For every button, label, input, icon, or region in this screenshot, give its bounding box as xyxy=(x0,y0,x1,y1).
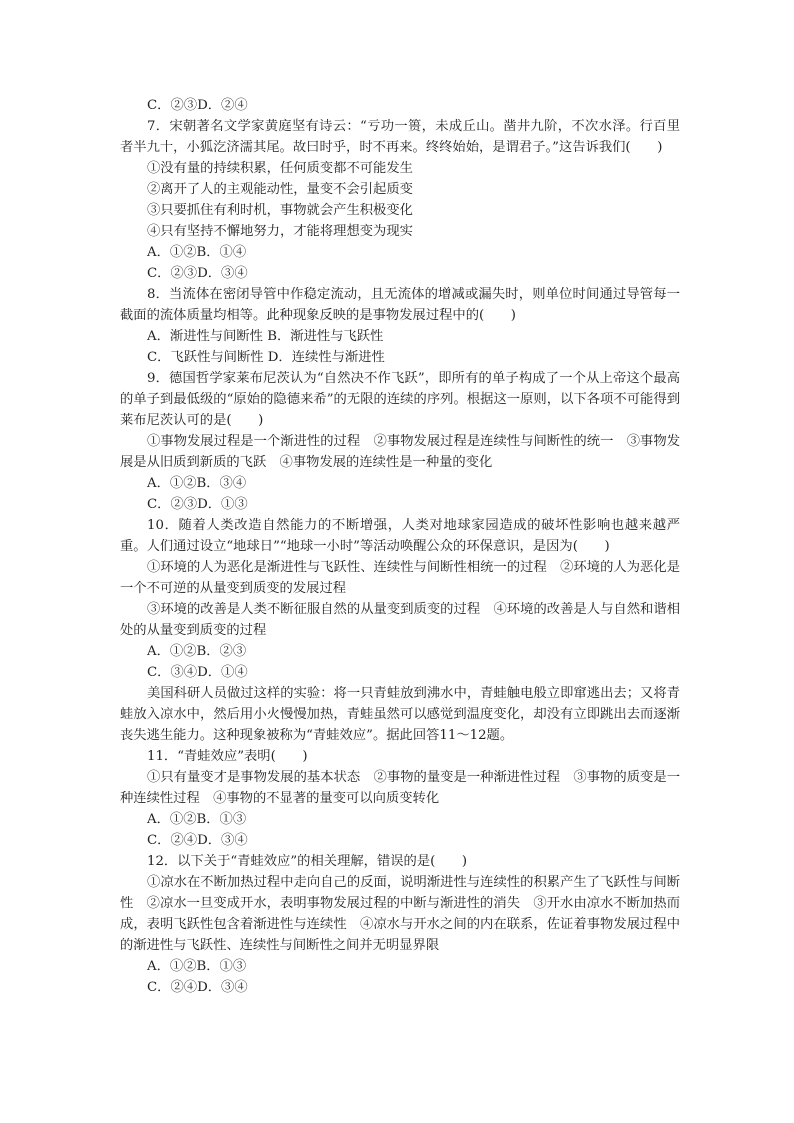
q11-statements: ①只有量变才是事物发展的基本状态 ②事物的量变是一种渐进性过程 ③事物的质变是一种连续性过程 ④事物的不显著的量变可以向质变转化 xyxy=(120,770,680,806)
q6-options-cd: C．②③D．②④ xyxy=(147,98,248,113)
q11-options-cd: C．②④D．③④ xyxy=(147,833,248,848)
q10-stem: 10．随着人类改造自然能力的不断增强，人类对地球家园造成的破坏性影响也越来越严重。人们通过设立“地球日”“地球一小时”等活动唤醒公众的环保意识，是因为( ) xyxy=(120,518,680,554)
q10-statements-1-2: ①环境的人为恶化是渐进性与飞跃性、连续性与间断性相统一的过程 ②环境的人为恶化是一个不可逆的从量变到质变的发展过程 xyxy=(120,560,680,596)
q12-statements: ①凉水在不断加热过程中走向自己的反面，说明渐进性与连续性的积累产生了飞跃性与间断性 ②凉水一旦变成开水，表明事物发展过程的中断与渐进性的消失 ③开水由凉水不断加热而成，表明飞跃性包含着渐进性与连续性 ④凉水与开水之间的内在联系，佐证着事物发展过程中的渐进性与飞跃性、连续性与间断性之间并无明显界限 xyxy=(120,875,680,953)
q8-stem: 8．当流体在密闭导管中作稳定流动，且无流体的增减或漏失时，则单位时间通过导管每一截面的流体质量均相等。此种现象反映的是事物发展过程中的( ) xyxy=(120,287,680,323)
q7-stem: 7．宋朝著名文学家黄庭坚有诗云：“亏功一篑，未成丘山。凿井九阶，不次水泽。行百里者半九十，小狐汔济濡其尾。故曰时乎，时不再来。终终始始，是谓君子。”这告诉我们( ) xyxy=(120,119,680,155)
q12-stem: 12．以下关于“青蛙效应”的相关理解，错误的是( ) xyxy=(147,854,468,869)
q9-options-cd: C．②③D．①③ xyxy=(147,497,248,512)
q7-options-cd: C．②③D．③④ xyxy=(147,266,248,281)
q9-options-ab: A．①②B．③④ xyxy=(147,476,247,491)
question-list xyxy=(120,95,680,998)
q12-options-ab: A．①②B．①③ xyxy=(147,959,247,974)
q8-options-ab: A．渐进性与间断性 B．渐进性与飞跃性 xyxy=(147,329,384,344)
q9-statements: ①事物发展过程是一个渐进性的过程 ②事物发展过程是连续性与间断性的统一 ③事物发展是从旧质到新质的飞跃 ④事物发展的连续性是一种量的变化 xyxy=(120,434,680,470)
q7-statement-2: ②离开了人的主观能动性，量变不会引起质变 xyxy=(147,182,413,197)
q9-stem: 9．德国哲学家莱布尼茨认为“自然决不作飞跃”，即所有的单子构成了一个从上帝这个最高的单子到最低级的“原始的隐德来希”的无限的连续的序列。根据这一原则，以下各项不可能得到莱布尼茨认可的是( ) xyxy=(120,371,680,428)
q7-statement-1: ①没有量的持续积累，任何质变都不可能发生 xyxy=(147,161,413,176)
q12-options-cd: C．②④D．③④ xyxy=(147,980,248,995)
q11-stem: 11．“青蛙效应”表明( ) xyxy=(147,749,308,764)
q10-options-ab: A．①②B．②③ xyxy=(147,644,247,659)
q10-statements-3-4: ③环境的改善是人类不断征服自然的从量变到质变的过程 ④环境的改善是人与自然和谐相处的从量变到质变的过程 xyxy=(120,602,680,638)
q7-options-ab: A．①②B．①④ xyxy=(147,245,247,260)
q11-options-ab: A．①②B．①③ xyxy=(147,812,247,827)
q10-options-cd: C．③④D．①④ xyxy=(147,665,248,680)
q7-statement-3: ③只要抓住有利时机，事物就会产生积极变化 xyxy=(147,203,413,218)
q8-options-cd: C．飞跃性与间断性 D．连续性与渐进性 xyxy=(147,350,385,365)
q7-statement-4: ④只有坚持不懈地努力，才能将理想变为现实 xyxy=(147,224,413,239)
material-passage: 美国科研人员做过这样的实验：将一只青蛙放到沸水中，青蛙触电般立即窜逃出去；又将青蛙放入凉水中，然后用小火慢慢加热，青蛙虽然可以感觉到温度变化，却没有立即跳出去而逐渐丧失逃生能力。这种现象被称为“青蛙效应”。据此回答11～12题。 xyxy=(120,686,680,743)
